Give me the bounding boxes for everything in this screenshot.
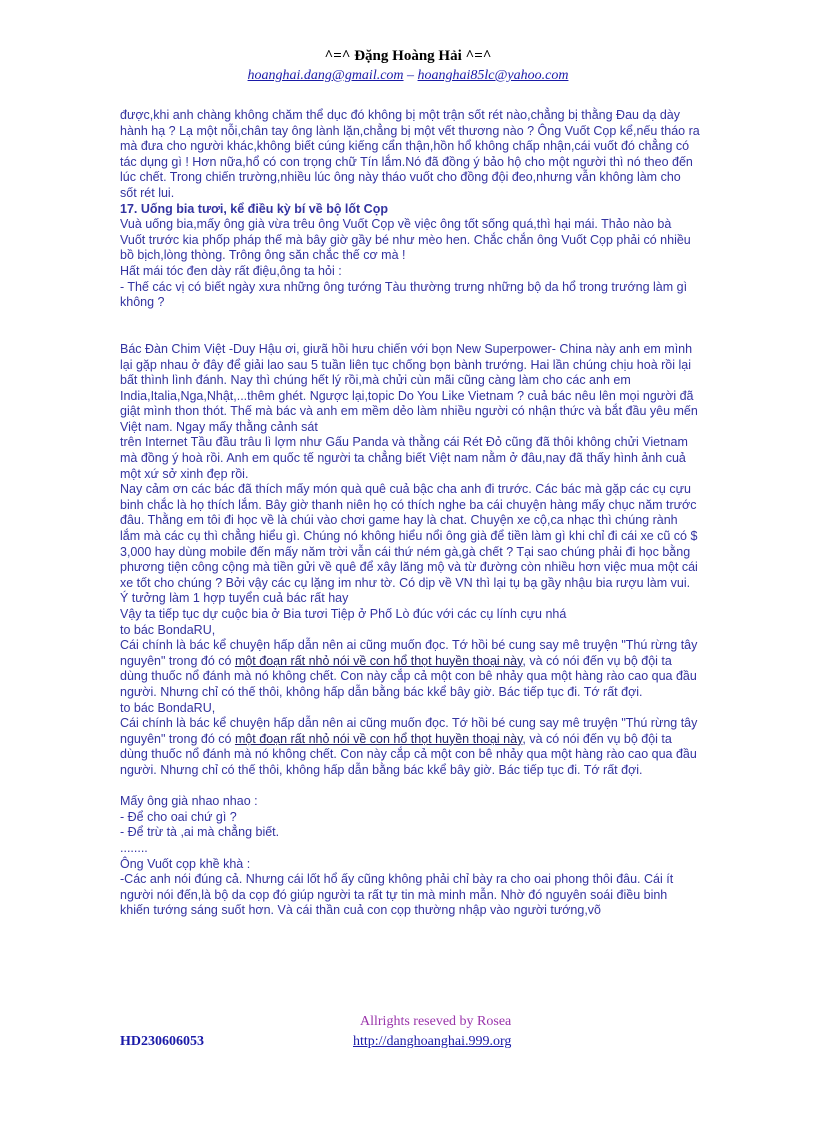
paragraph: - Thế các vị có biết ngày xưa những ông tướng Tàu thường trưng những bộ da hổ trong trướng làm gì không ? — [120, 279, 691, 310]
blank-line — [120, 311, 700, 327]
paragraph: Ông Vuốt cọp khề khà : — [120, 856, 251, 871]
author-emails — [0, 66, 816, 86]
author-name: ^=^ Đặng Hoàng Hải ^=^ — [324, 48, 492, 64]
quote-link[interactable]: một đoạn rất nhỏ nói về con hổ thọt huyền thoại này — [234, 653, 523, 668]
paragraph: - Để cho oai chứ gì ? — [120, 809, 237, 824]
email-separator: – — [403, 68, 418, 83]
rights-notice: Allrights reseved by Rosea — [360, 1014, 512, 1029]
page-header — [0, 46, 816, 86]
paragraph: được,khi anh chàng không chăm thể dục đó không bị một trận sốt rét nào,chẳng bị thằng Đau dạ dày hành hạ ? Lạ một nỗi,chân tay ông lành lặn,chẳng bị một vết thương nào ? Ông Vuốt Cọp kể,nếu tháo ra mà đưa cho người khác,không biết cúng kiếng cẩn thận,hồn hổ không chấp nhận,cái vuốt đó chẳng có tác dụng gì ! Hơn nữa,hổ có con trọng chữ Tín lắm.Nó đã đồng ý bảo hộ cho một người thì nó theo đến lúc chết. Trong chiến trường,nhiều lúc ông này tháo vuốt cho đồng đội đeo,nhưng vẫn không làm cho sốt rét lui. — [120, 108, 704, 200]
paragraph: to bác BondaRU, — [120, 700, 216, 715]
section-heading: 17. Uống bia tươi, kể điều kỳ bí về bộ lốt Cọp — [120, 201, 388, 216]
website-link[interactable]: http://danghoanghai.999.org — [353, 1034, 512, 1049]
email-link-gmail[interactable]: hoanghai.dang@gmail.com — [247, 68, 404, 83]
paragraph: to bác BondaRU, — [120, 622, 216, 637]
paragraph: Mấy ông già nhao nhao : — [120, 794, 258, 809]
quote-text-after: , và có nói đến vụ bộ đội ta dùng thuốc nổ đánh mà nó không chết. Con này cắp cả một con bê nhảy qua một hàng rào cao qua đầu người. Nhưng chỉ có thế thôi, không hấp dẫn bằng bác kkể bây giờ. Bác tiếp tục đi. Tớ rất đợi. — [120, 731, 701, 777]
paragraph: Bác Đàn Chim Việt -Duy Hậu ơi, giưã hồi hưu chiến với bọn New Superpower- China này anh em mình lại gặp nhau ở đây để giải lao sau 5 tuần liên tục chống bọn bành trướng. Hai lần chúng chịu hoà rồi lại bất thình lình đánh. Nay thì chúng hết lý rồi,mà chửi cùn mãi cũng càng làm cho các anh em India,Italia,Nga,Nhật,...thêm ghét. Ngược lại,topic Do You Like Vietnam ? cuả bác nêu lên mọi người đã giật mình thon thót. Thế mà bác và anh em mềm dẻo làm nhiều người có nhận thức và bắt đầu yêu mến Việt nam. Ngay mấy thằng cảnh sát — [120, 341, 702, 434]
blank-line — [120, 326, 700, 342]
paragraph: Hất mái tóc đen dày rất điệu,ông ta hỏi : — [120, 263, 342, 278]
quote-paragraph — [120, 716, 700, 778]
blank-line — [120, 779, 700, 795]
paragraph: Ý tưởng làm 1 hợp tuyển cuả bác rất hay — [120, 591, 349, 606]
quote-text-before: Cái chính là bác kể chuyện hấp dẫn nên ai cũng muốn đọc. Tớ hồi bé cung say mê truyện "Thú rừng tây nguyên" trong đó có — [120, 716, 701, 746]
quote-text-after: , và có nói đến vụ bộ đội ta dùng thuốc nổ đánh mà nó không chết. Con này cắp cả một con bê nhảy qua một hàng rào cao qua đầu người. Nhưng chỉ có thế thôi, không hấp dẫn bằng bác kkể bây giờ. Bác tiếp tục đi. Tớ rất đợi. — [120, 653, 701, 699]
document-code: HD230606053 — [120, 1034, 204, 1049]
paragraph: Vuà uống bia,mấy ông già vừa trêu ông Vuốt Cọp về việc ông tốt sống quá,thì hại mái. Thảo nào bà Vuốt trước kia phốp pháp thế mà bây giờ gầy bé như mèo hen. Chắc chắn ông Vuốt Cọp phải có nhiều bồ bịch,lòng thòng. Trông ông săn chắc thế cơ mà ! — [120, 217, 695, 263]
paragraph: ........ — [120, 840, 148, 855]
paragraph: Nay cảm ơn các bác đã thích mấy món quà quê cuả bậc cha anh đi trước. Các bác mà gặp các cụ cựu binh chắc là họ thích lắm. Bây giờ thanh niên họ có thích nghe ba cái chuyện hàng mấy chục năm trước đâu. Thằng em tôi đi học về là chúi vào chơi game hay là chat. Chuyện xe cộ,ca nhạc thì chúng rành lắm mà các cụ thì chẳng hiểu gì. Chúng nó không hiểu nổi ông già để tiền làm gì khi chỉ đi cái xe cũ có $ 3,000 hay dùng mobile đến mấy năm trời vẫn cái thứ ném gà,gà chết ? Tại sao chúng phải đi học bằng phương tiện công cộng mà tiền gửi về quê để xây lăng mộ và từ đường còn nhiều hơn việc mua một cái xe tốt cho chúng ? Bởi vậy các cụ lặng im như tờ. Có dịp về VN thì lại tụ bạ gầy nhậu bia rượu làm vui. — [120, 482, 702, 590]
email-link-yahoo[interactable]: hoanghai85lc@yahoo.com — [417, 68, 569, 83]
paragraph: trên Internet Tầu đầu trâu lì lợm như Gấu Panda và thằng cái Rét Đỏ cũng đã thôi không chửi Vietnam mà đồng ý hoà rồi. Anh em quốc tế người ta chẳng biết Việt nam nằm ở đâu,nay đã thấy hình ảnh cuả một xứ sở xinh đẹp rồi. — [120, 435, 692, 481]
document-body — [120, 108, 704, 919]
paragraph: Vậy ta tiếp tục dự cuộc bia ở Bia tươi Tiệp ở Phố Lò đúc với các cụ lính cựu nhá — [120, 607, 567, 621]
quote-text-before: Cái chính là bác kể chuyện hấp dẫn nên ai cũng muốn đọc. Tớ hồi bé cung say mê truyện "Thú rừng tây nguyên" trong đó có — [120, 638, 701, 668]
paragraph: - Để trừ tà ,ai mà chẳng biết. — [120, 825, 280, 840]
paragraph: -Các anh nói đúng cả. Nhưng cái lốt hổ ấy cũng không phải chỉ bày ra cho oai phong thôi đâu. Cái ít người nói đến,là bộ da cọp đó giúp người ta rất tự tin mà minh mẫn. Nhờ đó nguyên soái điều binh khiến tướng sáng suốt hơn. Và cái thần cuả con cọp thường nhập vào người tướng,võ — [120, 872, 677, 918]
quote-paragraph — [120, 638, 700, 700]
quote-link[interactable]: một đoạn rất nhỏ nói về con hổ thọt huyền thoại này — [234, 731, 523, 746]
